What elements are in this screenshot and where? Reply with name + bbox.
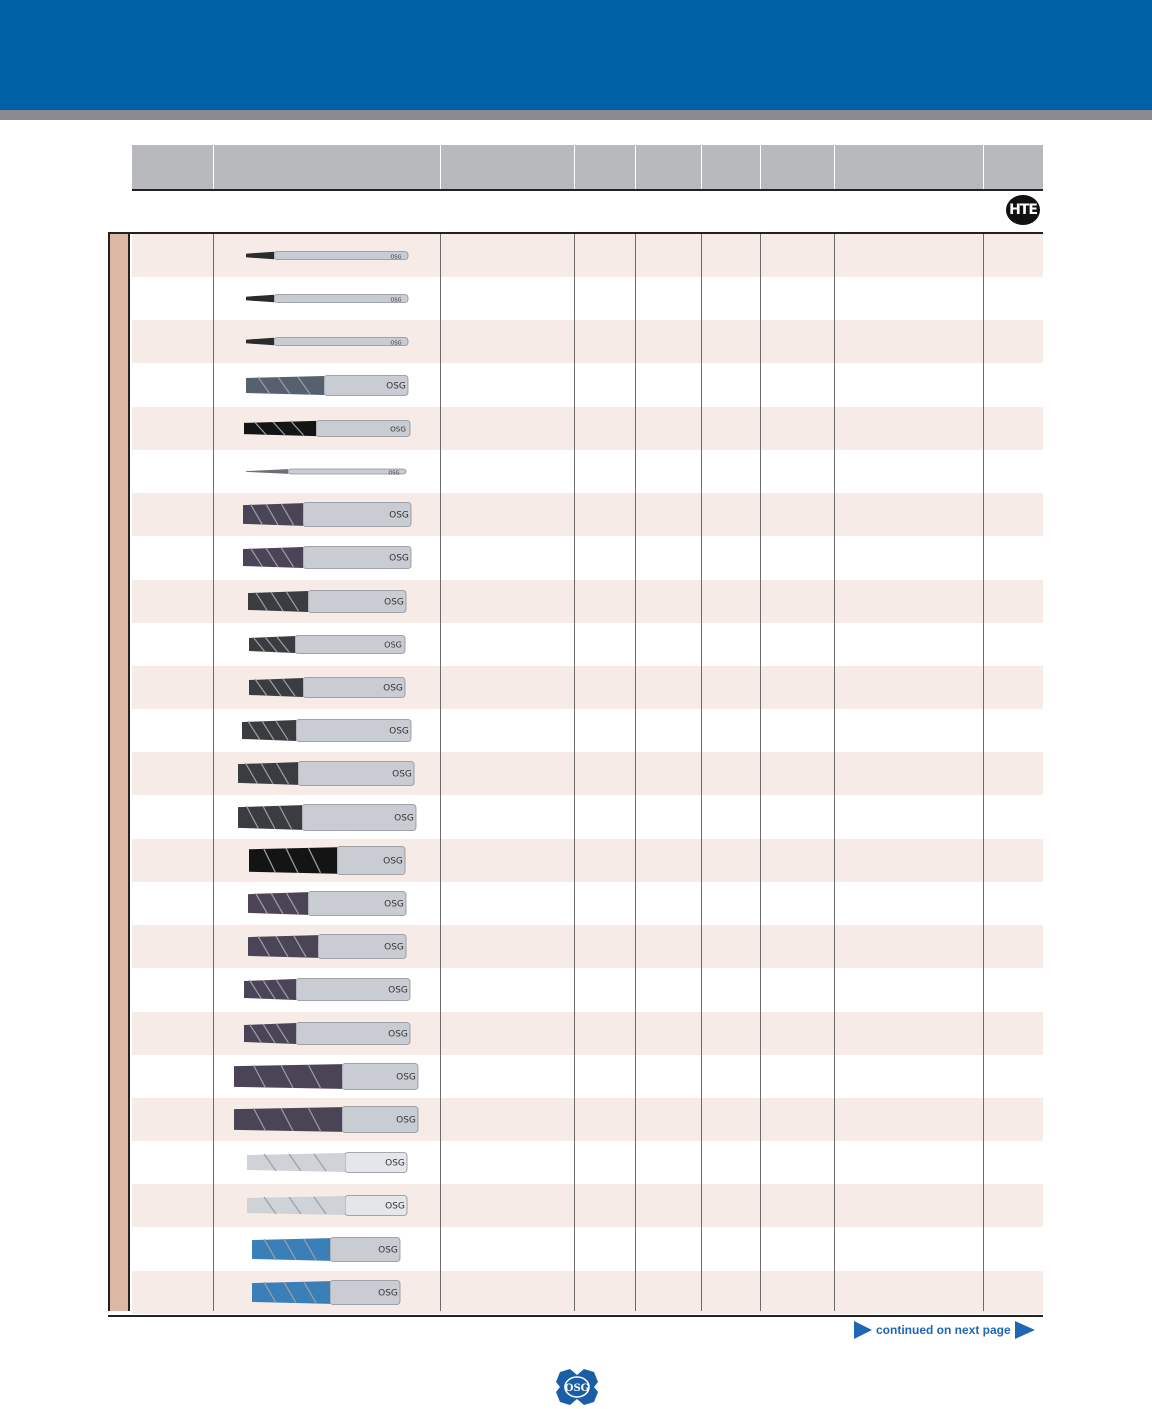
top-banner xyxy=(0,0,1152,110)
tool-brand-mark: OSG xyxy=(378,1288,398,1299)
tool-brand-mark: OSG xyxy=(388,985,408,996)
svg-text:OSG: OSG xyxy=(564,1383,590,1394)
tool-brand-mark: OSG xyxy=(390,340,402,347)
tool-brand-mark: OSG xyxy=(394,813,414,824)
header-divider xyxy=(983,145,984,189)
header-divider xyxy=(440,145,441,189)
tool-brand-mark: OSG xyxy=(390,424,406,434)
tool-brand-mark: OSG xyxy=(385,1201,405,1212)
banner-rule xyxy=(0,110,1152,120)
tool-brand-mark: OSG xyxy=(396,1115,416,1126)
tool-brand-mark: OSG xyxy=(383,683,403,694)
tool-brand-mark: OSG xyxy=(383,856,403,867)
header-divider xyxy=(635,145,636,189)
arrow-right-icon xyxy=(854,1321,872,1339)
tool-brand-mark: OSG xyxy=(384,597,404,608)
table-frame xyxy=(108,232,1043,1317)
arrow-right-icon xyxy=(1015,1321,1035,1339)
tool-brand-mark: OSG xyxy=(390,297,402,304)
table-header xyxy=(132,145,1043,191)
continued-link[interactable] xyxy=(854,1321,1035,1339)
header-divider xyxy=(574,145,575,189)
tool-brand-mark: OSG xyxy=(390,254,402,261)
tool-brand-mark: OSG xyxy=(389,726,409,737)
tool-brand-mark: OSG xyxy=(386,381,406,392)
header-divider xyxy=(834,145,835,189)
osg-logo xyxy=(554,1368,600,1406)
tool-brand-mark: OSG xyxy=(388,470,400,477)
tool-brand-mark: OSG xyxy=(389,553,409,564)
tool-brand-mark: OSG xyxy=(389,510,409,521)
header-divider xyxy=(213,145,214,189)
tool-brand-mark: OSG xyxy=(384,899,404,910)
tool-brand-mark: OSG xyxy=(396,1072,416,1083)
tool-brand-mark: OSG xyxy=(384,639,402,650)
tool-brand-mark: OSG xyxy=(378,1245,398,1256)
tool-brand-mark: OSG xyxy=(392,769,412,780)
tool-brand-mark: OSG xyxy=(385,1158,405,1169)
hte-badge: HTE xyxy=(1006,195,1040,225)
header-divider xyxy=(760,145,761,189)
tool-brand-mark: OSG xyxy=(384,942,404,953)
continued-label: continued on next page xyxy=(876,1323,1011,1337)
header-divider xyxy=(701,145,702,189)
tool-brand-mark: OSG xyxy=(388,1029,408,1040)
